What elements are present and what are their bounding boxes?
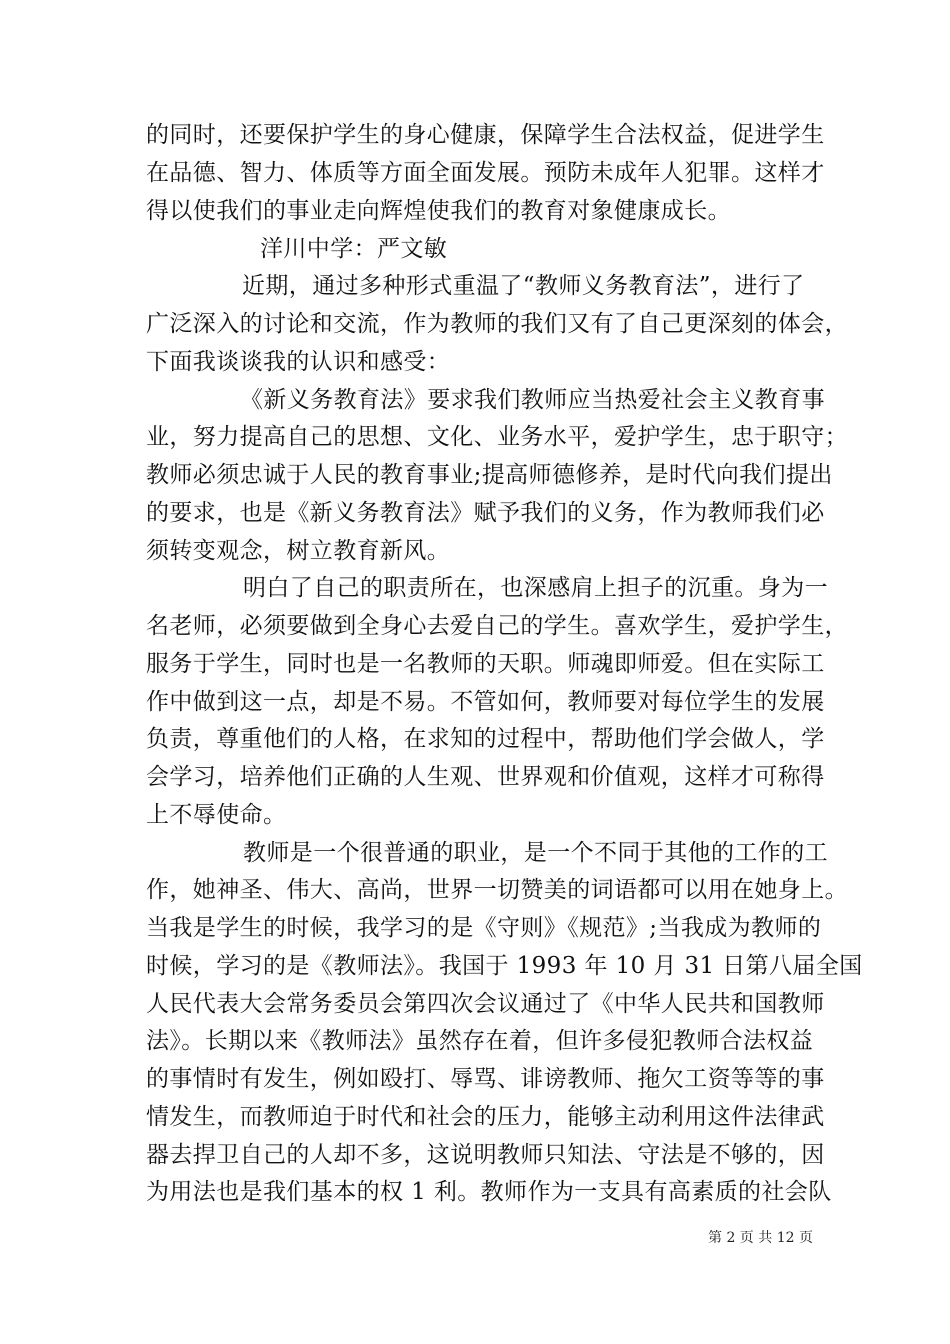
text-line: 教师是一个很普通的职业，是一个不同于其他的工作的工 (243, 840, 828, 866)
text-line: 时候，学习的是《教师法》。我国于 1993 年 10 月 31 日第八届全国 (146, 953, 863, 979)
text-line: 会学习，培养他们正确的人生观、世界观和价值观，这样才可称得 (146, 764, 825, 790)
text-line: 得以使我们的事业走向辉煌使我们的教育对象健康成长。 (146, 198, 731, 224)
text-line: 情发生，而教师迫于时代和社会的压力，能够主动利用这件法律武 (146, 1104, 825, 1130)
text-line: 的事情时有发生，例如殴打、辱骂、诽谤教师、拖欠工资等等的事 (146, 1066, 825, 1092)
page-footer: 第 2 页 共 12 页 (708, 1230, 813, 1246)
text-line: 在品德、智力、体质等方面全面发展。预防未成年人犯罪。这样才 (146, 160, 825, 186)
text-line: 负责，尊重他们的人格，在求知的过程中，帮助他们学会做人，学 (146, 726, 825, 752)
text-line: 作中做到这一点，却是不易。不管如何，教师要对每位学生的发展 (146, 689, 825, 715)
text-line: 须转变观念，树立教育新风。 (146, 538, 451, 564)
text-line: 作，她神圣、伟大、高尚，世界一切赞美的词语都可以用在她身上。 (146, 877, 848, 903)
text-line: 下面我谈谈我的认识和感受： (146, 349, 451, 375)
text-line: 为用法也是我们基本的权 1 利。教师作为一支具有高素质的社会队 (146, 1179, 832, 1205)
text-line: 《新义务教育法》要求我们教师应当热爱社会主义教育事 (240, 387, 825, 413)
text-line: 的要求，也是《新义务教育法》赋予我们的义务，作为教师我们必 (146, 500, 825, 526)
text-line: 近期，通过多种形式重温了“教师义务教育法”，进行了 (242, 273, 805, 299)
text-line: 器去捍卫自己的人却不多，这说明教师只知法、守法是不够的，因 (146, 1142, 825, 1168)
text-line: 上不辱使命。 (146, 802, 287, 828)
text-line: 人民代表大会常务委员会第四次会议通过了《中华人民共和国教师 (146, 991, 825, 1017)
text-line: 教师必须忠诚于人民的教育事业;提高师德修养，是时代向我们提出 (146, 462, 833, 488)
text-line: 服务于学生，同时也是一名教师的天职。师魂即师爱。但在实际工 (146, 651, 825, 677)
text-line: 法》。长期以来《教师法》虽然存在着，但许多侵犯教师合法权益 (146, 1028, 814, 1054)
text-line: 当我是学生的时候，我学习的是《守则》《规范》;当我成为教师的 (146, 915, 822, 941)
text-line: 明白了自己的职责所在，也深感肩上担子的沉重。身为一 (243, 575, 828, 601)
text-line: 名老师，必须要做到全身心去爱自己的学生。喜欢学生，爱护学生， (146, 613, 848, 639)
text-line: 的同时，还要保护学生的身心健康，保障学生合法权益，促进学生 (146, 122, 825, 148)
text-line: 业，努力提高自己的思想、文化、业务水平，爱护学生，忠于职守； (146, 424, 848, 450)
text-line: 广泛深入的讨论和交流，作为教师的我们又有了自己更深刻的体会， (146, 311, 848, 337)
author-line: 洋川中学：严文敏 (260, 236, 448, 262)
